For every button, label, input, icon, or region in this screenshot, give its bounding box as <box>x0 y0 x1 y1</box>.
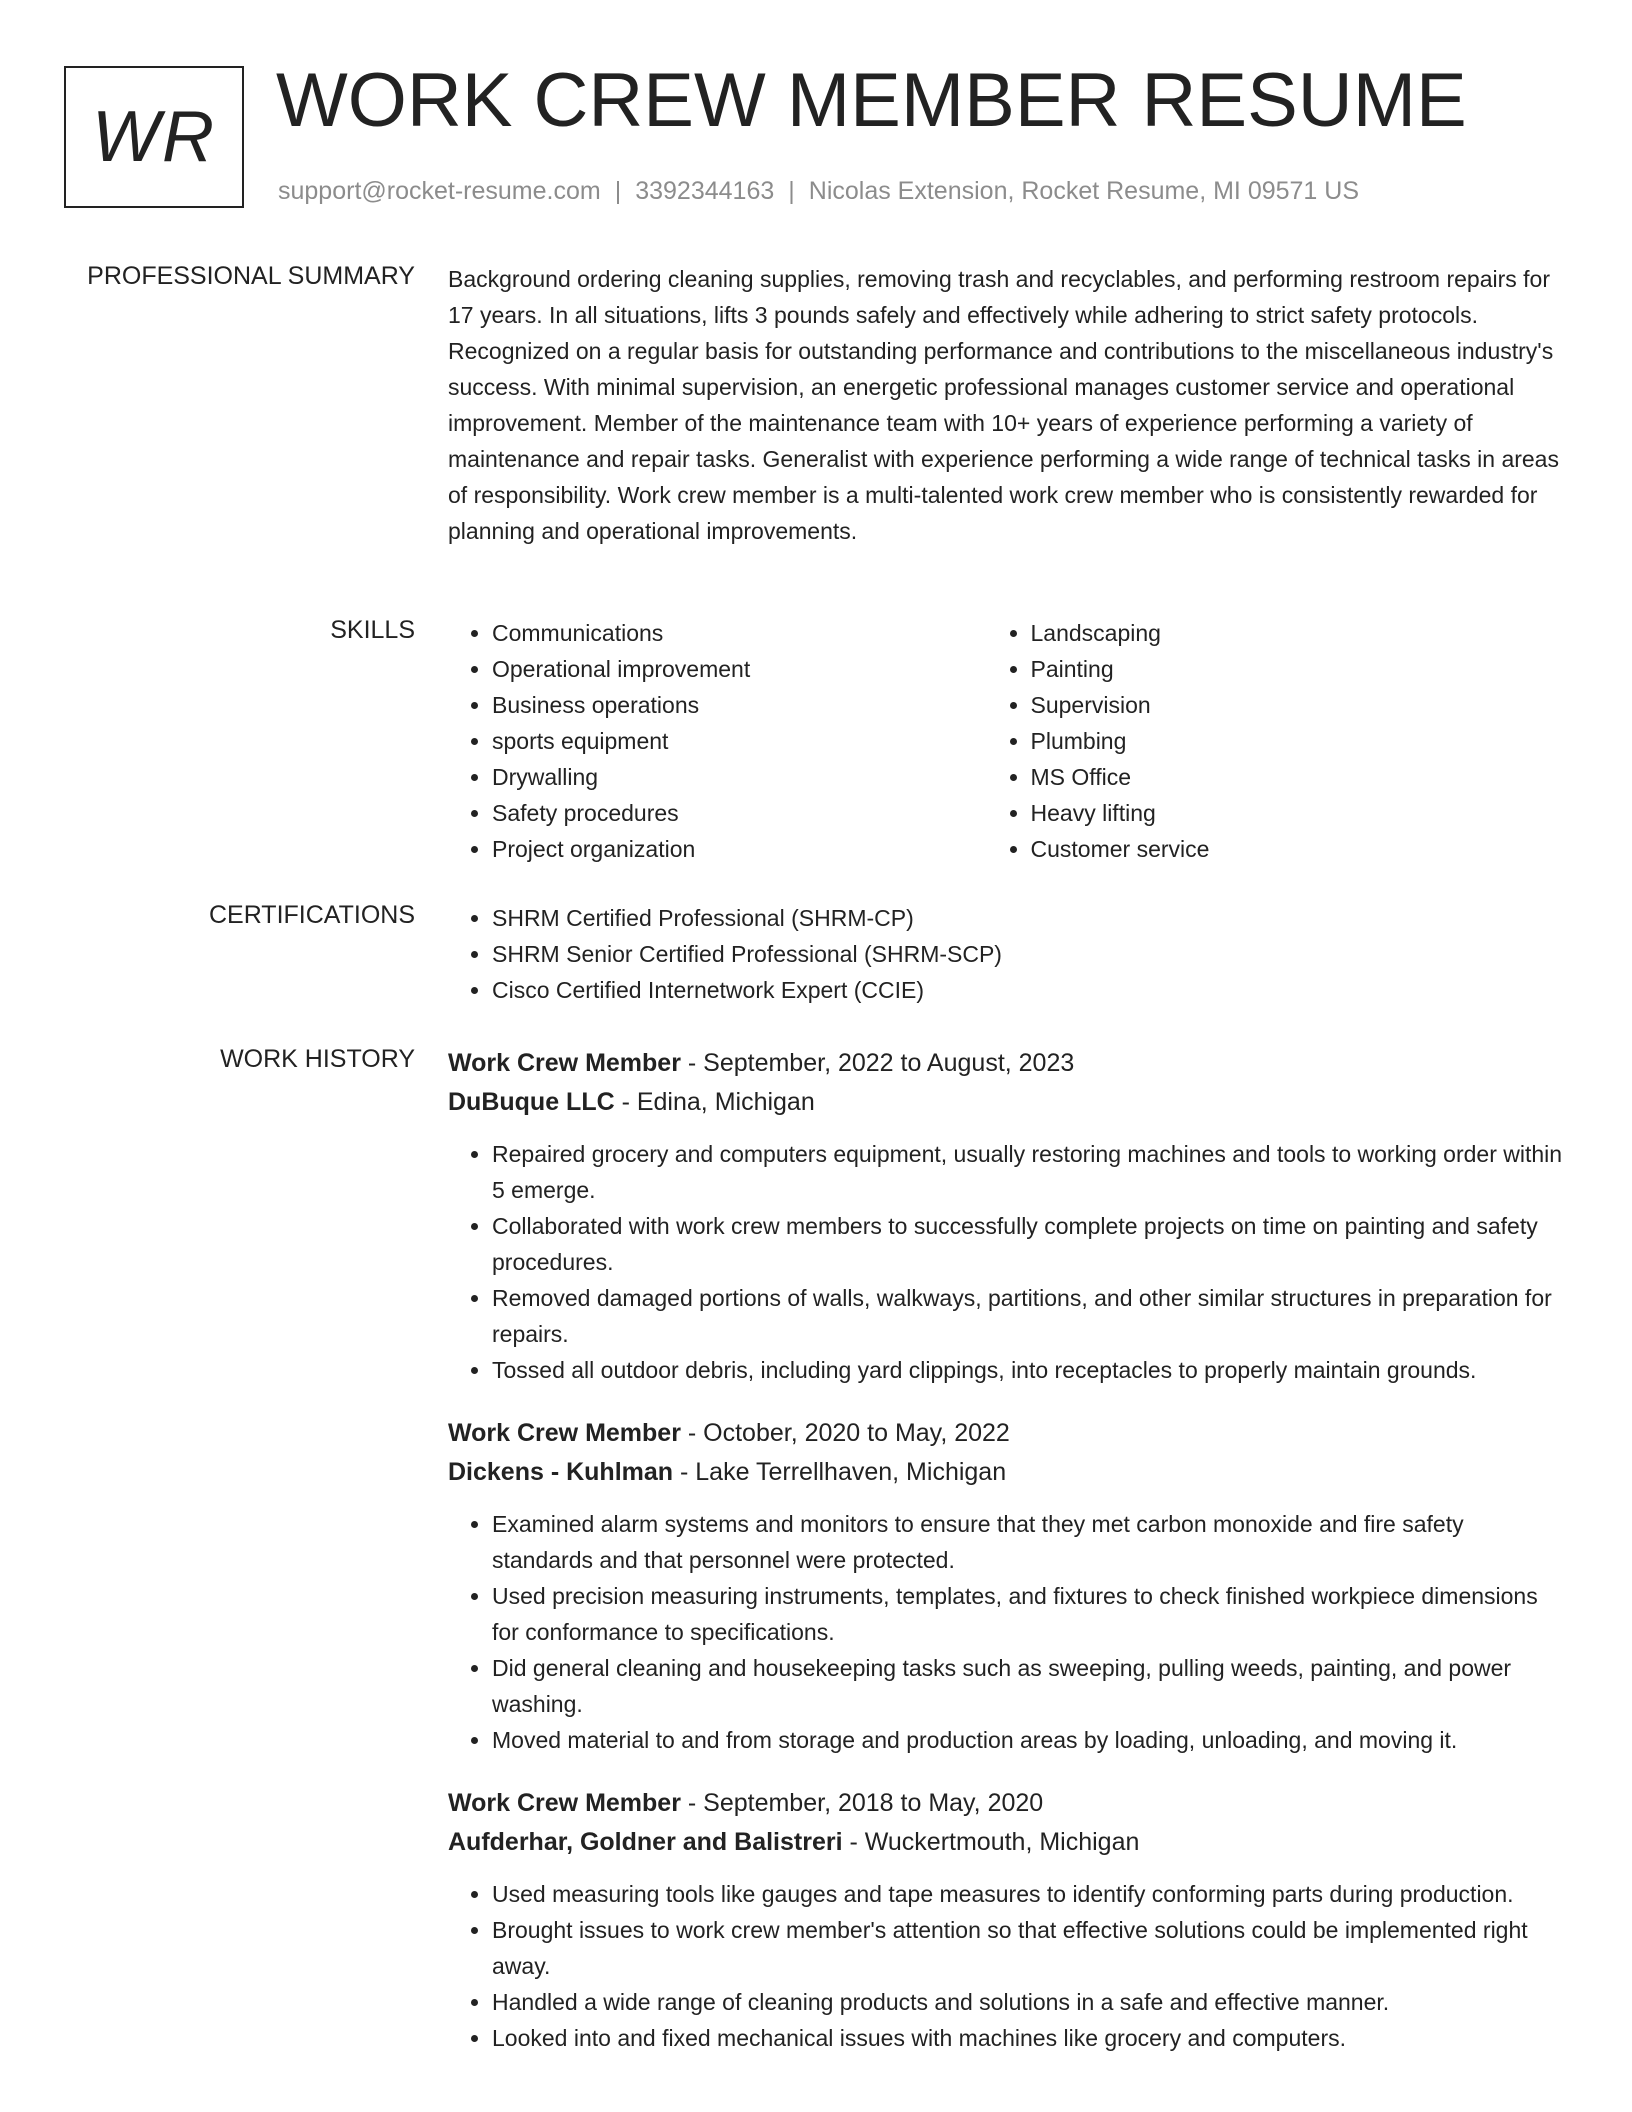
job-company: DuBuque LLC <box>448 1088 615 1116</box>
work-history-body <box>448 1044 1568 2082</box>
job-entry <box>448 1414 1568 1758</box>
skill-item: • Heavy lifting <box>1031 795 1569 831</box>
contact-email: support@rocket-resume.com <box>278 177 601 205</box>
job-duties-list <box>448 1506 1568 1758</box>
skills-grid <box>448 615 1568 867</box>
job-entry <box>448 1784 1568 2056</box>
job-duty-item: • Used measuring tools like gauges and tape measures to identify conforming parts during production. <box>492 1876 1568 1912</box>
job-title: Work Crew Member <box>448 1049 681 1077</box>
skills-heading: SKILLS <box>330 616 415 644</box>
summary-heading: PROFESSIONAL SUMMARY <box>87 262 415 290</box>
skill-item: • Plumbing <box>1031 723 1569 759</box>
job-title: Work Crew Member <box>448 1419 681 1447</box>
job-duty-item: • Repaired grocery and computers equipment, usually restoring machines and tools to working order within 5 emerge. <box>492 1136 1568 1208</box>
job-duty-item: • Handled a wide range of cleaning products and solutions in a safe and effective manner. <box>492 1984 1568 2020</box>
contact-line <box>278 176 1359 206</box>
contact-address: Nicolas Extension, Rocket Resume, MI 09571 US <box>808 177 1360 205</box>
skill-item: • sports equipment <box>492 723 987 759</box>
monogram-box <box>64 66 244 208</box>
job-duty-item: • Tossed all outdoor debris, including yard clippings, into receptacles to properly maintain grounds. <box>492 1352 1568 1388</box>
job-duty-item: • Collaborated with work crew members to successfully complete projects on time on painting and safety procedures. <box>492 1208 1568 1280</box>
skill-item: • MS Office <box>1031 759 1569 795</box>
job-company-line <box>448 1453 1568 1492</box>
job-dates: - October, 2020 to May, 2022 <box>680 1419 1010 1447</box>
job-location: - Edina, Michigan <box>614 1088 815 1116</box>
certifications-list <box>448 900 1568 1008</box>
resume-title: WORK CREW MEMBER RESUME <box>276 58 1467 143</box>
skill-item: • Supervision <box>1031 687 1569 723</box>
skills-list-right <box>987 615 1569 867</box>
job-title: Work Crew Member <box>448 1789 681 1817</box>
job-company-line <box>448 1083 1568 1122</box>
skill-item: • Safety procedures <box>492 795 987 831</box>
skills-list-left <box>448 615 987 867</box>
contact-separator: | <box>614 177 622 205</box>
job-duty-item: • Did general cleaning and housekeeping tasks such as sweeping, pulling weeds, painting, and power washing. <box>492 1650 1568 1722</box>
job-location: - Wuckertmouth, Michigan <box>842 1828 1140 1856</box>
skill-item: • Painting <box>1031 651 1569 687</box>
job-title-line <box>448 1414 1568 1453</box>
job-duty-item: • Brought issues to work crew member's attention so that effective solutions could be implemented right away. <box>492 1912 1568 1984</box>
job-dates: - September, 2022 to August, 2023 <box>680 1049 1075 1077</box>
skill-item: • Project organization <box>492 831 987 867</box>
skill-item: • Operational improvement <box>492 651 987 687</box>
job-duty-item: • Moved material to and from storage and production areas by loading, unloading, and moving it. <box>492 1722 1568 1758</box>
skill-item: • Landscaping <box>1031 615 1569 651</box>
job-duty-item: • Examined alarm systems and monitors to ensure that they met carbon monoxide and fire safety standards and that personnel were protected. <box>492 1506 1568 1578</box>
certification-item: • SHRM Senior Certified Professional (SHRM-SCP) <box>492 936 1568 972</box>
skill-item: • Business operations <box>492 687 987 723</box>
skill-item: • Communications <box>492 615 987 651</box>
job-duties-list <box>448 1136 1568 1388</box>
certifications-body <box>448 900 1568 1008</box>
job-dates: - September, 2018 to May, 2020 <box>680 1789 1044 1817</box>
job-company-line <box>448 1823 1568 1862</box>
monogram-initials: WR <box>92 97 216 177</box>
certifications-heading: CERTIFICATIONS <box>208 901 415 929</box>
job-duty-item: • Used precision measuring instruments, templates, and fixtures to check finished workpiece dimensions for conformance to specifications. <box>492 1578 1568 1650</box>
skill-item: • Drywalling <box>492 759 987 795</box>
job-company: Aufderhar, Goldner and Balistreri <box>448 1828 843 1856</box>
job-duties-list <box>448 1876 1568 2056</box>
job-location: - Lake Terrellhaven, Michigan <box>673 1458 1007 1486</box>
job-duty-item: • Looked into and fixed mechanical issues with machines like grocery and computers. <box>492 2020 1568 2056</box>
job-duty-item: • Removed damaged portions of walls, walkways, partitions, and other similar structures in preparation for repairs. <box>492 1280 1568 1352</box>
skill-item: • Customer service <box>1031 831 1569 867</box>
job-company: Dickens - Kuhlman <box>448 1458 674 1486</box>
summary-text: Background ordering cleaning supplies, removing trash and recyclables, and performing restroom repairs for 17 years. In all situations, lifts 3 pounds safely and effectively while adhering to strict safety protocols. Recognized on a regular basis for outstanding performance and contributions to the miscellaneous industry's success. With minimal supervision, an energetic professional manages customer service and operational improvement. Member of the maintenance team with 10+ years of experience performing a variety of maintenance and repair tasks. Generalist with experience performing a wide range of technical tasks in areas of responsibility. Work crew member is a multi-talented work crew member who is consistently rewarded for planning and operational improvements. <box>448 266 1559 544</box>
work-history-heading: WORK HISTORY <box>220 1045 415 1073</box>
certification-item: • Cisco Certified Internetwork Expert (CCIE) <box>492 972 1568 1008</box>
job-entry <box>448 1044 1568 1388</box>
contact-separator: | <box>788 177 795 205</box>
certification-item: • SHRM Certified Professional (SHRM-CP) <box>492 900 1568 936</box>
contact-phone: 3392344163 <box>635 177 775 205</box>
job-title-line <box>448 1044 1568 1083</box>
job-title-line <box>448 1784 1568 1823</box>
